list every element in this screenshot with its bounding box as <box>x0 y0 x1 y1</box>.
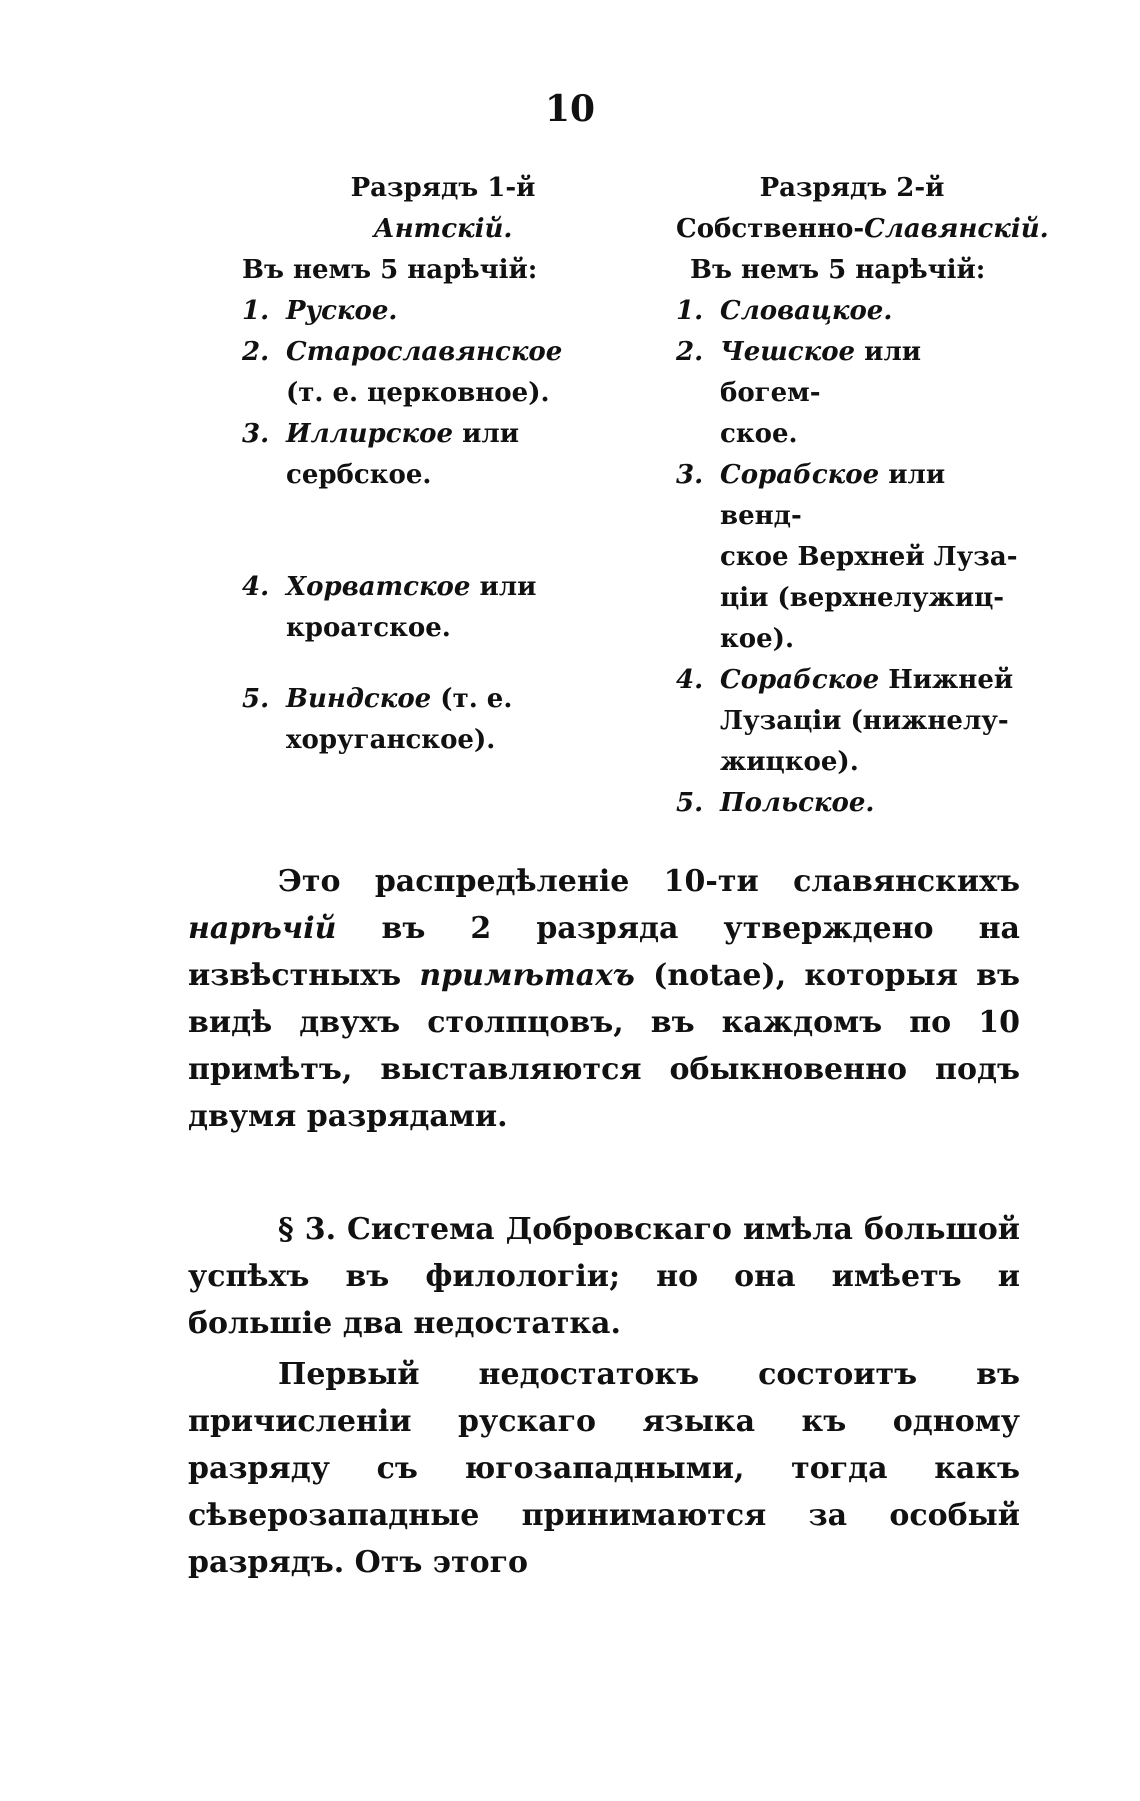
right-heading: Разрядъ 2-й <box>759 173 945 203</box>
dialect-name: Сорабское <box>720 460 880 490</box>
dialect-suffix: или богем- <box>720 337 922 408</box>
item-number: 5. <box>676 788 704 818</box>
right-intro: Въ немъ 5 нарѣчій: <box>690 255 986 285</box>
item-number: 1. <box>676 296 704 326</box>
dialect-note: кроатское. <box>286 613 451 643</box>
italic-term: нарѣчій <box>188 911 337 946</box>
left-intro: Въ немъ 5 нарѣчій: <box>242 255 538 285</box>
item-number: 4. <box>242 572 270 602</box>
dialect-suffix: (т. е. <box>431 684 513 714</box>
subheading-italic: Славянскій. <box>864 214 1049 244</box>
paragraph-distribution <box>188 858 1020 1140</box>
right-item-2 <box>676 332 1028 455</box>
paragraph-3: Первый недостатокъ состоитъ въ причисленіи рускаго языка къ одному разряду съ югозападными, тогда какъ сѣверозападные принимаются за особый разрядъ. Отъ этого <box>188 1357 1020 1580</box>
item-number: 2. <box>242 337 270 367</box>
item-number: 1. <box>242 296 270 326</box>
dialect-name: Чешское <box>720 337 856 367</box>
dialect-note: сербское. <box>286 460 432 490</box>
right-item-1 <box>676 291 1028 332</box>
dialect-name: Иллирское <box>286 419 454 449</box>
text-run: въ 2 разряда утверждено на извѣстныхъ <box>188 911 1020 993</box>
right-item-5 <box>676 783 1028 824</box>
dialect-name: Руское. <box>286 296 398 326</box>
left-heading: Разрядъ 1-й <box>350 173 536 203</box>
right-subheading <box>676 209 1049 250</box>
dialect-name: Виндское <box>286 684 432 714</box>
item-number: 3. <box>242 419 270 449</box>
left-subheading: Антскій. <box>373 214 513 244</box>
dialect-name: Польское. <box>720 788 875 818</box>
dialect-note: жицкое). <box>720 747 859 777</box>
paragraph-2: § 3. Система Добровскаго имѣла большой успѣхъ въ филологіи; но она имѣетъ и большіе два недостатка. <box>188 1212 1020 1341</box>
dialect-note: хоруганское). <box>286 725 496 755</box>
text-run: (notae), которыя въ видѣ двухъ столпцовъ, въ каждомъ по 10 примѣтъ, выставляются обыкновенно подъ двумя разрядами. <box>188 958 1020 1134</box>
dialect-note: (т. е. церковное). <box>286 378 550 408</box>
item-number: 3. <box>676 460 704 490</box>
item-number: 5. <box>242 684 270 714</box>
left-item-4 <box>242 567 608 649</box>
dialect-name: Старославянское <box>286 337 563 367</box>
left-column <box>242 168 608 761</box>
dialect-note: ское Верхней Луза- <box>720 542 1018 572</box>
left-item-5 <box>242 679 608 761</box>
dialect-name: Словацкое. <box>720 296 893 326</box>
left-item-2 <box>242 332 608 414</box>
item-number: 4. <box>676 665 704 695</box>
dialect-note: ское. <box>720 419 798 449</box>
dialect-note: Лузаціи (нижнелу- <box>720 706 1009 736</box>
dialect-note: ціи (верхнелужиц- <box>720 583 1005 613</box>
left-item-3 <box>242 414 608 496</box>
text-run: Это распредѣленіе 10-ти славянскихъ <box>278 864 1020 899</box>
dialect-suffix: или <box>453 419 519 449</box>
dialect-suffix: Нижней <box>879 665 1014 695</box>
item-number: 2. <box>676 337 704 367</box>
section-3 <box>188 1206 1020 1586</box>
dialect-name: Сорабское <box>720 665 880 695</box>
dialect-note: кое). <box>720 624 795 654</box>
paragraph-1 <box>188 858 1020 1140</box>
page-number: 10 <box>544 88 596 130</box>
dialect-suffix: или венд- <box>720 460 946 531</box>
dialect-suffix: или <box>470 572 537 602</box>
right-column <box>676 168 1049 824</box>
italic-term: примѣтахъ <box>419 958 635 993</box>
left-item-1 <box>242 291 608 332</box>
subheading-plain: Собственно- <box>676 214 865 244</box>
dialect-name: Хорватское <box>286 572 471 602</box>
right-item-4 <box>676 660 1028 783</box>
right-item-3 <box>676 455 1028 660</box>
